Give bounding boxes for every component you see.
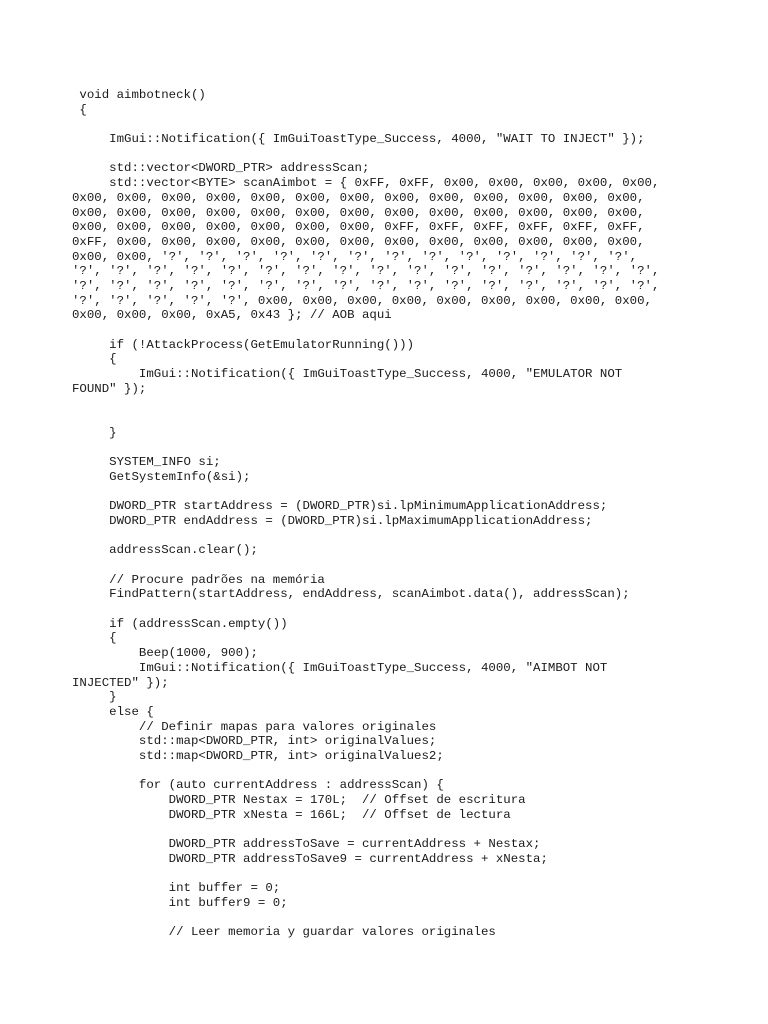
code-line: 0x00, 0x00, '?', '?', '?', '?', '?', '?', '?', '?', '?', '?', '?', '?', '?', xyxy=(72,249,638,264)
code-line xyxy=(72,602,702,617)
code-line: std::map<DWORD_PTR, int> originalValues2; xyxy=(72,748,444,763)
code-line: DWORD_PTR addressToSave9 = currentAddress + xNesta; xyxy=(72,851,548,866)
code-line: 0x00, 0x00, 0x00, 0x00, 0x00, 0x00, 0x00, 0x00, 0x00, 0x00, 0x00, 0x00, 0x00, xyxy=(72,205,645,220)
code-line: 0x00, 0x00, 0x00, 0x00, 0x00, 0x00, 0x00, 0xFF, 0xFF, 0xFF, 0xFF, 0xFF, 0xFF, xyxy=(72,220,645,235)
code-line: { xyxy=(72,631,117,646)
code-line: ImGui::Notification({ ImGuiToastType_Success, 4000, "AIMBOT NOT xyxy=(72,660,608,675)
code-line xyxy=(72,866,702,881)
code-line: ImGui::Notification({ ImGuiToastType_Success, 4000, "EMULATOR NOT xyxy=(72,367,623,382)
code-line: INJECTED" }); xyxy=(72,675,169,690)
code-line: std::vector<BYTE> scanAimbot = { 0xFF, 0xFF, 0x00, 0x00, 0x00, 0x00, 0x00, xyxy=(72,176,660,191)
code-line: { xyxy=(72,352,117,367)
code-line xyxy=(72,147,702,162)
code-line: ImGui::Notification({ ImGuiToastType_Success, 4000, "WAIT TO INJECT" }); xyxy=(72,132,645,147)
code-line: std::vector<DWORD_PTR> addressScan; xyxy=(72,161,370,176)
code-line: std::map<DWORD_PTR, int> originalValues; xyxy=(72,734,437,749)
code-line: // Procure padrões na memória xyxy=(72,572,325,587)
code-line: DWORD_PTR Nestax = 170L; // Offset de escritura xyxy=(72,793,526,807)
code-line: FindPattern(startAddress, endAddress, scanAimbot.data(), addressScan); xyxy=(72,587,630,602)
code-line: '?', '?', '?', '?', '?', 0x00, 0x00, 0x00, 0x00, 0x00, 0x00, 0x00, 0x00, 0x00, xyxy=(72,293,652,308)
code-line: SYSTEM_INFO si; xyxy=(72,455,221,470)
code-line: int buffer9 = 0; xyxy=(72,895,288,910)
code-line xyxy=(72,117,702,132)
code-line xyxy=(72,485,702,500)
code-line: // Definir mapas para valores originales xyxy=(72,719,437,734)
code-line: Beep(1000, 900); xyxy=(72,646,258,661)
code-line: DWORD_PTR addressToSave = currentAddress + Nestax; xyxy=(72,837,541,852)
code-line: addressScan.clear(); xyxy=(72,543,258,558)
code-line xyxy=(72,764,702,779)
code-line xyxy=(72,411,702,426)
code-line: // Leer memoria y guardar valores originales xyxy=(72,925,496,940)
code-line: if (addressScan.empty()) xyxy=(72,616,288,631)
code-line: else { xyxy=(72,704,154,719)
code-line xyxy=(72,911,702,926)
code-line xyxy=(72,822,702,837)
code-line: int buffer = 0; xyxy=(72,881,281,896)
code-line: '?', '?', '?', '?', '?', '?', '?', '?', '?', '?', '?', '?', '?', '?', '?', '?', xyxy=(72,278,660,293)
code-line: FOUND" }); xyxy=(72,381,147,396)
code-line: if (!AttackProcess(GetEmulatorRunning())) xyxy=(72,337,415,352)
code-line: GetSystemInfo(&si); xyxy=(72,469,251,484)
code-line: DWORD_PTR startAddress = (DWORD_PTR)si.lpMinimumApplicationAddress; xyxy=(72,499,608,514)
code-line: 0xFF, 0x00, 0x00, 0x00, 0x00, 0x00, 0x00, 0x00, 0x00, 0x00, 0x00, 0x00, 0x00, xyxy=(72,234,645,249)
code-line xyxy=(72,529,702,544)
code-line: '?', '?', '?', '?', '?', '?', '?', '?', '?', '?', '?', '?', '?', '?', '?', '?', xyxy=(72,264,660,279)
code-line: void aimbotneck() xyxy=(72,88,206,102)
code-listing xyxy=(72,88,702,940)
code-line: DWORD_PTR endAddress = (DWORD_PTR)si.lpMaximumApplicationAddress; xyxy=(72,513,593,528)
code-line xyxy=(72,558,702,573)
code-line: DWORD_PTR xNesta = 166L; // Offset de lectura xyxy=(72,807,511,822)
code-line: 0x00, 0x00, 0x00, 0x00, 0x00, 0x00, 0x00, 0x00, 0x00, 0x00, 0x00, 0x00, 0x00, xyxy=(72,190,645,205)
code-line: { xyxy=(72,102,87,117)
code-line: } xyxy=(72,690,117,705)
code-line: 0x00, 0x00, 0x00, 0xA5, 0x43 }; // AOB aqui xyxy=(72,308,392,323)
code-line: } xyxy=(72,425,117,440)
code-line xyxy=(72,323,702,338)
code-line: for (auto currentAddress : addressScan) { xyxy=(72,778,444,793)
code-line xyxy=(72,396,702,411)
code-line xyxy=(72,441,702,456)
